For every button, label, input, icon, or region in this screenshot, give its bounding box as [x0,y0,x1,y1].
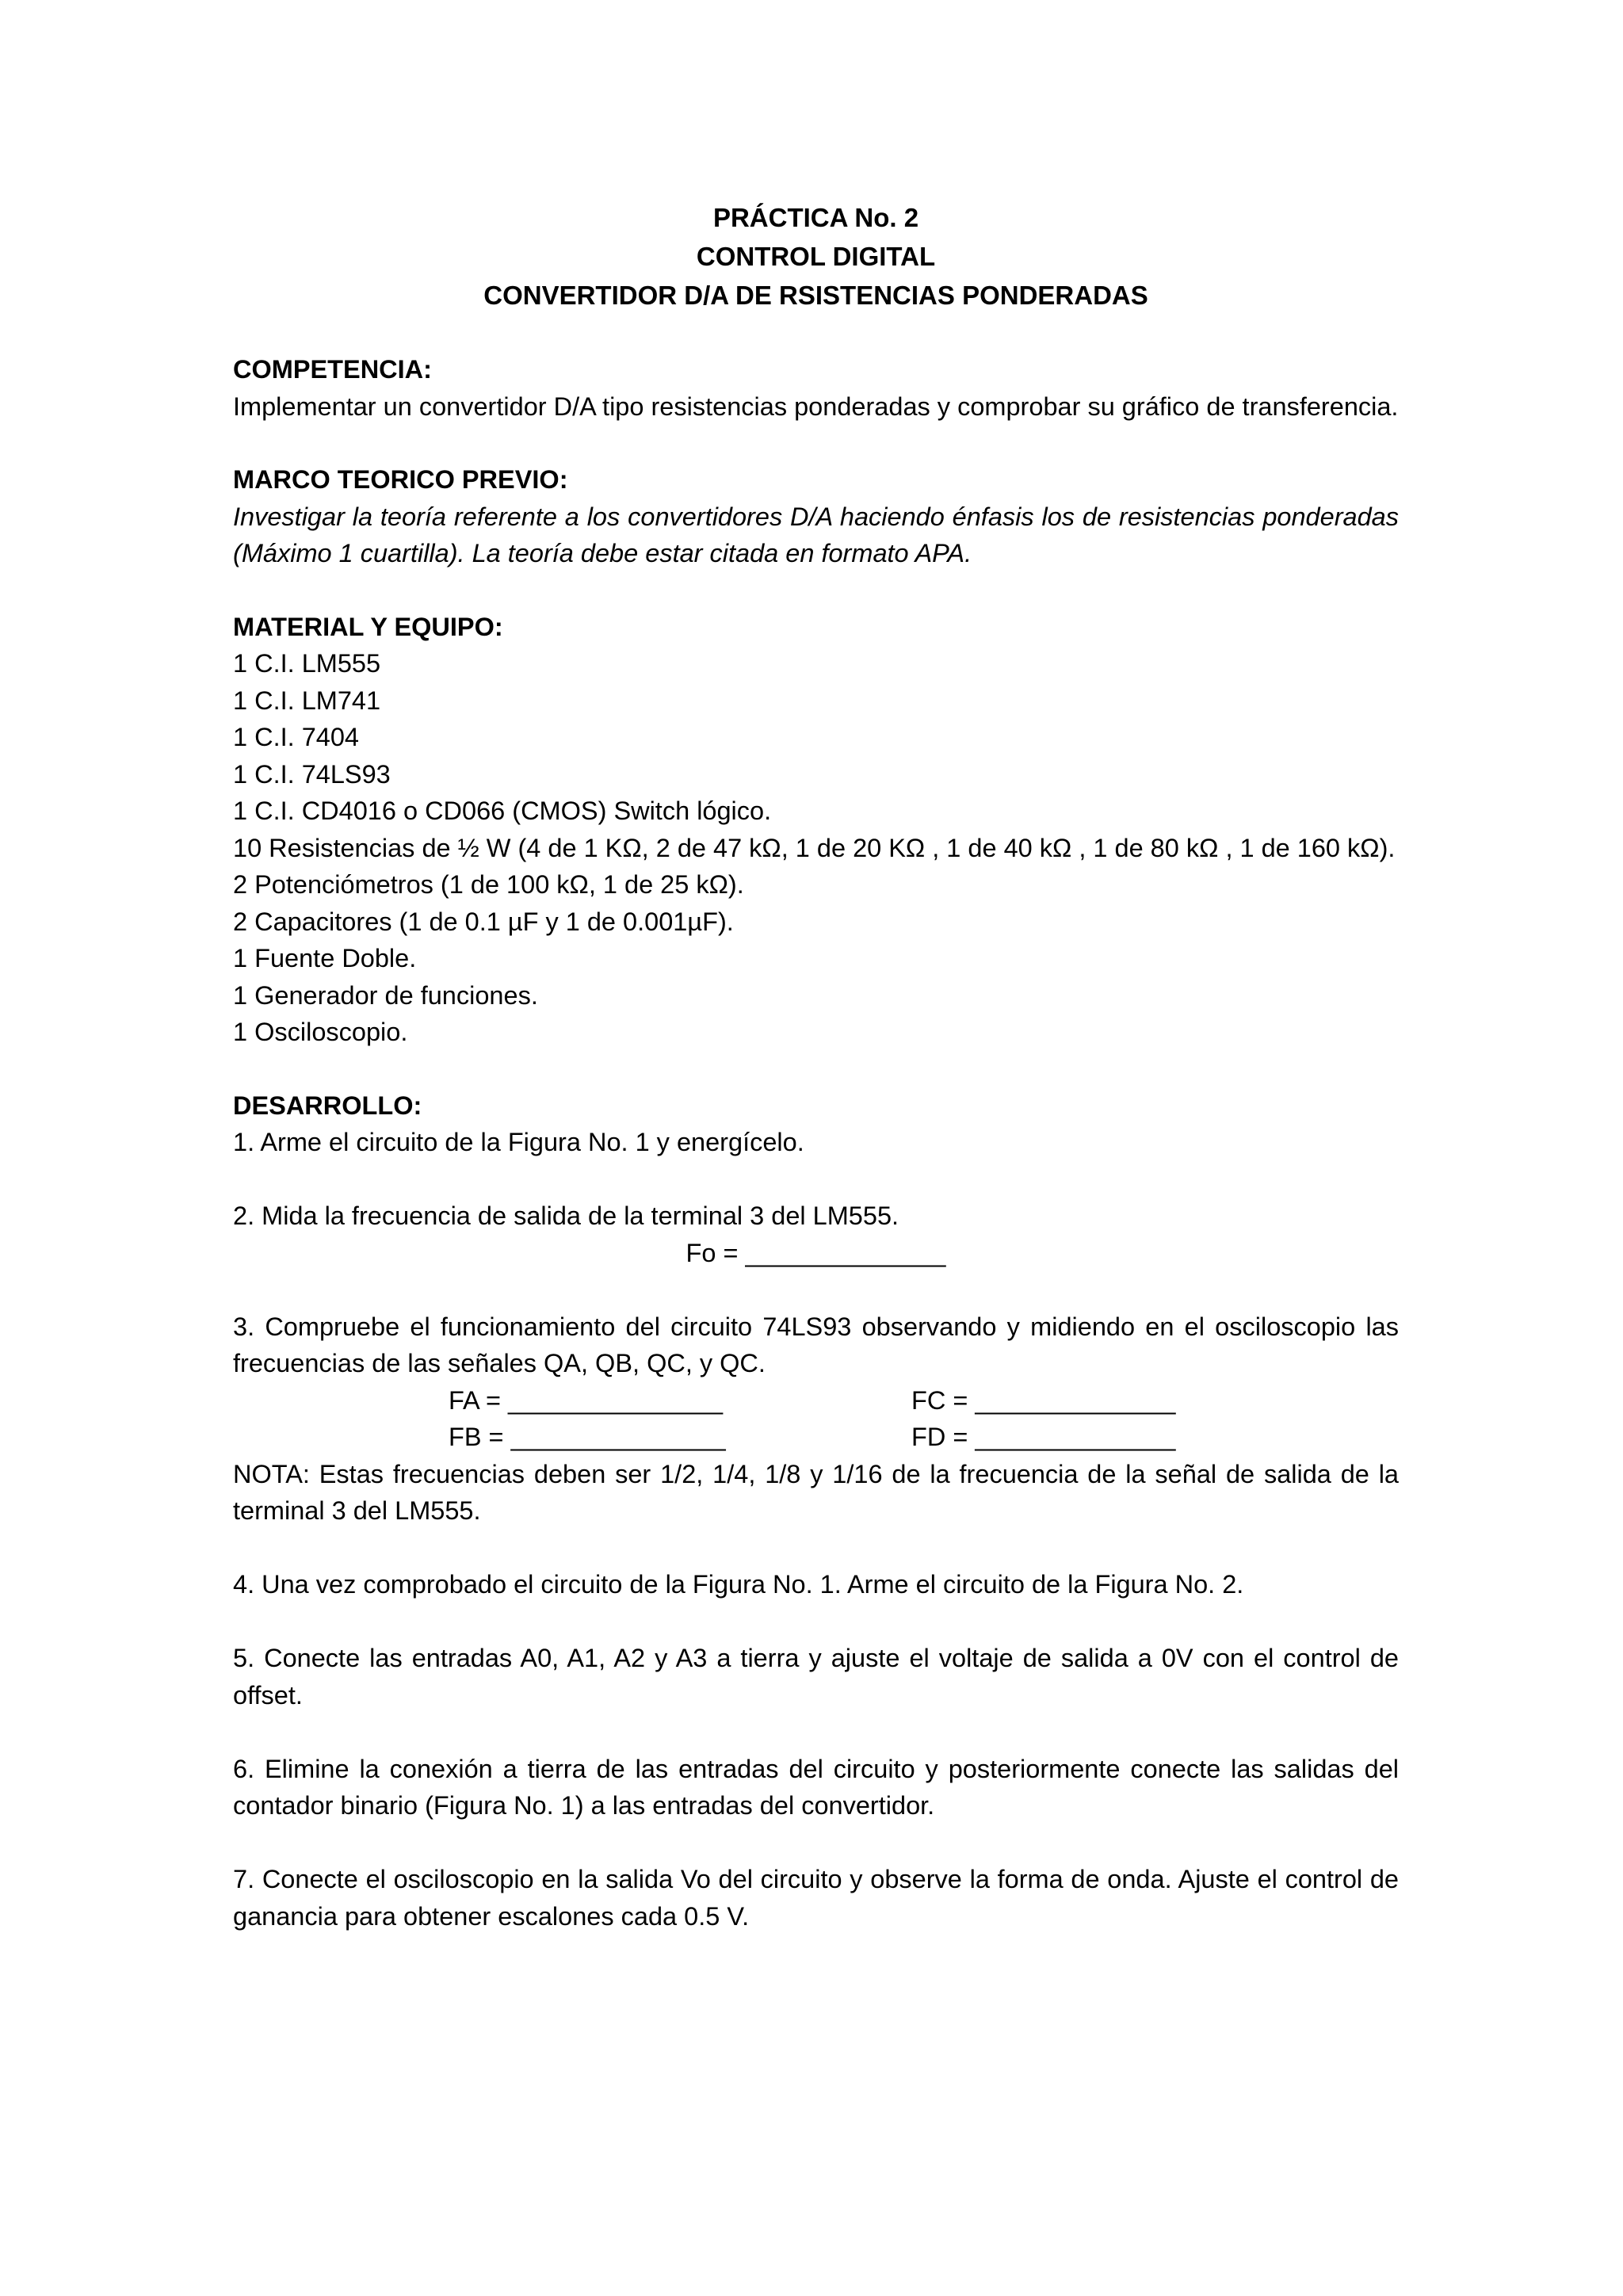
material-item: 1 C.I. LM555 [233,649,381,678]
fo-blank: Fo = ______________ [685,1238,946,1267]
material-item: 1 Generador de funciones. [233,980,538,1010]
desarrollo-section [233,1087,1399,1935]
title-line-2: CONTROL DIGITAL [696,242,936,271]
material-item: 1 Fuente Doble. [233,944,417,972]
step-2: 2. Mida la frecuencia de salida de la terminal 3 del LM555. [233,1201,899,1230]
marco-text: Investigar la teoría referente a los convertidores D/A haciendo énfasis los de resistencias ponderadas (Máximo 1 cuartilla). La teoría debe estar citada en formato APA. [233,502,1399,567]
step-4: 4. Una vez comprobado el circuito de la Figura No. 1. Arme el circuito de la Figura No. 2. [233,1570,1244,1599]
competencia-section [233,351,1399,425]
step-3: 3. Compruebe el funcionamiento del circuito 74LS93 observando y midiendo en el osciloscopio las frecuencias de las señales QA, QB, QC, y QC. [233,1312,1399,1377]
desarrollo-heading: DESARROLLO: [233,1091,422,1120]
material-item: 1 C.I. 7404 [233,723,359,751]
marco-heading: MARCO TEORICO PREVIO: [233,465,568,494]
material-item: 2 Potenciómetros (1 de 100 kΩ, 1 de 25 kΩ). [233,870,744,899]
document-title [233,198,1399,315]
fb-blank: FB = _______________ [449,1423,726,1451]
material-item: 1 C.I. LM741 [233,686,381,715]
material-item: 10 Resistencias de ½ W (4 de 1 KΩ, 2 de 47 kΩ, 1 de 20 KΩ , 1 de 40 kΩ , 1 de 80 kΩ , 1 de 160 kΩ). [233,833,1396,862]
step-6: 6. Elimine la conexión a tierra de las entradas del circuito y posteriormente conecte las salidas del contador binario (Figura No. 1) a las entradas del convertidor. [233,1754,1399,1820]
material-heading: MATERIAL Y EQUIPO: [233,612,503,641]
competencia-heading: COMPETENCIA: [233,355,432,384]
step-1: 1. Arme el circuito de la Figura No. 1 y energícelo. [233,1128,804,1156]
material-item: 1 C.I. CD4016 o CD066 (CMOS) Switch lógico. [233,797,772,825]
fd-blank: FD = ______________ [911,1423,1176,1451]
material-section [233,609,1399,1051]
fa-blank: FA = _______________ [449,1385,724,1415]
fc-blank: FC = ______________ [911,1385,1176,1415]
frequency-row-1 [233,1382,1399,1419]
material-item: 2 Capacitores (1 de 0.1 µF y 1 de 0.001µF). [233,907,734,936]
material-item: 1 C.I. 74LS93 [233,759,391,789]
competencia-text: Implementar un convertidor D/A tipo resistencias ponderadas y comprobar su gráfico de transferencia. [233,392,1399,421]
marco-section [233,461,1399,572]
frequency-row-2 [233,1419,1399,1456]
nota-text: NOTA: Estas frecuencias deben ser 1/2, 1/4, 1/8 y 1/16 de la frecuencia de la señal de salida de la terminal 3 del LM555. [233,1459,1399,1525]
material-item: 1 Osciloscopio. [233,1018,408,1046]
step-5: 5. Conecte las entradas A0, A1, A2 y A3 a tierra y ajuste el voltaje de salida a 0V con el control de offset. [233,1644,1399,1710]
step-7: 7. Conecte el osciloscopio en la salida Vo del circuito y observe la forma de onda. Ajuste el control de ganancia para obtener escalones cada 0.5 V. [233,1865,1399,1931]
title-line-3: CONVERTIDOR D/A DE RSISTENCIAS PONDERADAS [483,281,1148,310]
title-line-1: PRÁCTICA No. 2 [712,203,919,232]
